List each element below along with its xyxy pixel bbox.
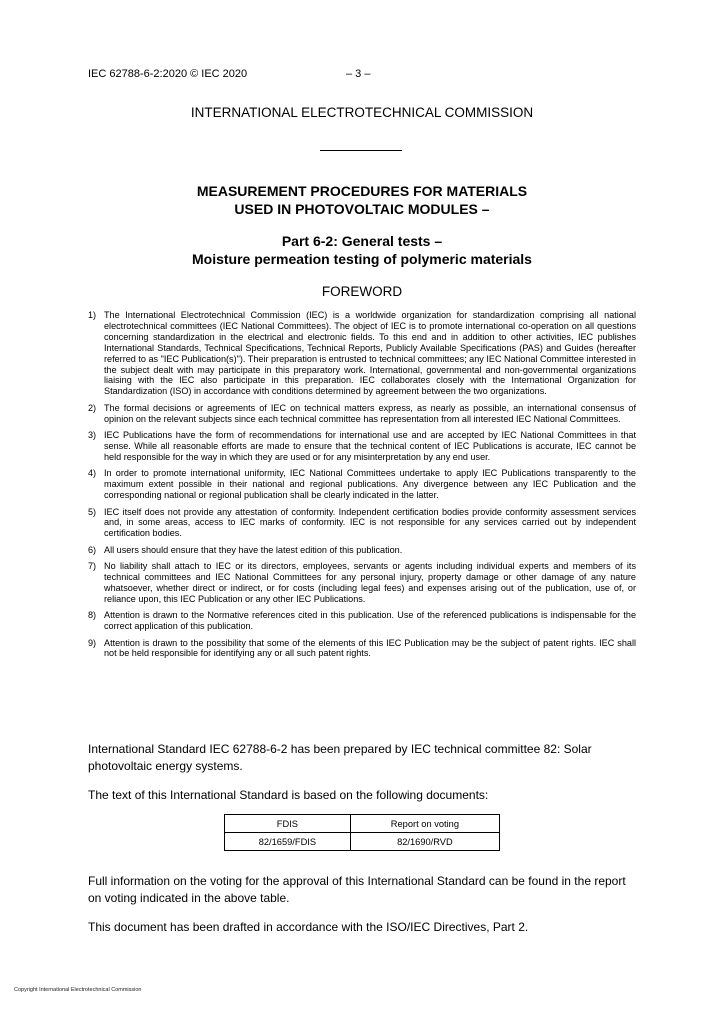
note-text: IEC Publications have the form of recommendations for international use and are accepted by IEC National Committees in that sense. While all reasonable efforts are made to ensure that the technical content of IEC Publications is accurate, IEC cannot be held responsible for the way in which they are used or for any misinterpretation by any end user. [104,430,636,462]
note-number: 3) [88,430,97,441]
foreword-note [88,430,636,463]
note-text: Attention is drawn to the Normative references cited in this publication. Use of the referenced publications is indispensable for the correct application of this publication. [104,610,636,632]
note-number: 6) [88,544,97,555]
note-number: 2) [88,402,97,413]
note-text: The International Electrotechnical Commission (IEC) is a worldwide organization for standardization comprising all national electrotechnical committees (IEC National Committees). The object of IEC is to promote international co-operation on all questions concerning standardization in the electrical and electronic fields. To this end and in addition to other activities, IEC publishes International Standards, Technical Specifications, Technical Reports, Publicly Available Specifications (PAS) and Guides (hereafter referred to as "IEC Publication(s)"). Their preparation is entrusted to technical committees; any IEC National Committee interested in the subject dealt with may participate in this preparatory work. International, governmental and non-governmental organizations liaising with the IEC also participate in this preparation. IEC collaborates closely with the International Organization for Standardization (ISO) in accordance with conditions determined by agreement between the two organizations. [104,310,636,397]
title-line-2: USED IN PHOTOVOLTAIC MODULES – [234,201,490,217]
paragraph-prepared-by: International Standard IEC 62788-6-2 has been prepared by IEC technical committee 82: Solar photovoltaic energy systems. [88,742,592,773]
note-number: 7) [88,561,97,572]
foreword-notes-list [88,310,636,665]
table-cell-fdis: 82/1659/FDIS [225,833,351,851]
part-title [0,232,724,268]
foreword-note [88,468,636,501]
paragraph-based-on: The text of this International Standard is based on the following documents: [88,788,489,802]
foreword-note [88,561,636,605]
header-page-number: – 3 – [346,68,371,80]
table-header-row [225,815,500,833]
foreword-note [88,638,636,660]
note-number: 9) [88,637,97,648]
note-text: In order to promote international uniformity, IEC National Committees undertake to apply IEC Publications transparently to the maximum extent possible in their national and regional publications. Any divergence between any IEC Publication and the corresponding national or regional publication shall be clearly indicated in the latter. [104,468,636,501]
foreword-note [88,403,636,425]
document-title [0,182,724,218]
table-header-fdis: FDIS [225,815,351,833]
note-text: The formal decisions or agreements of IEC on technical matters express, as nearly as possible, an international consensus of opinion on the relevant subjects since each technical committee has representation from all interested IEC National Committees. [104,402,636,424]
note-text: IEC itself does not provide any attestation of conformity. Independent certification bodies provide conformity assessment services and, in some areas, access to IEC marks of conformity. IEC is not responsible for any services carried out by independent certification bodies. [104,506,636,539]
note-text: All users should ensure that they have the latest edition of this publication. [104,544,403,555]
header-doc-id: IEC 62788-6-2:2020 © IEC 2020 [88,68,248,80]
copyright-notice: Copyright International Electrotechnical Commission [14,987,142,993]
note-number: 5) [88,506,97,517]
table-row [225,833,500,851]
paragraph-drafted: This document has been drafted in accordance with the ISO/IEC Directives, Part 2. [88,920,529,934]
part-line-1: Part 6-2: General tests – [281,233,443,249]
paragraph-full-info: Full information on the voting for the approval of this International Standard can be found in the report on voting indicated in the above table. [88,874,626,905]
note-text: Attention is drawn to the possibility that some of the elements of this IEC Publication may be the subject of patent rights. IEC shall not be held responsible for identifying any or all such patent rights. [104,637,636,659]
foreword-note [88,310,636,397]
voting-table [224,814,500,851]
note-text: No liability shall attach to IEC or its directors, employees, servants or agents including individual experts and members of its technical committees and IEC National Committees for any personal injury, property damage or other damage of any nature whatsoever, whether direct or indirect, or for costs (including legal fees) and expenses arising out of the publication, use of, or reliance upon, this IEC Publication or any other IEC Publications. [104,561,636,604]
separator-rule [320,150,402,151]
note-number: 8) [88,610,97,621]
note-number: 4) [88,468,97,479]
organization-name: INTERNATIONAL ELECTROTECHNICAL COMMISSION [190,105,534,120]
foreword-note [88,610,636,632]
table-header-report: Report on voting [350,815,499,833]
note-number: 1) [88,310,97,320]
part-line-2: Moisture permeation testing of polymeric materials [192,251,532,267]
table-cell-rvd: 82/1690/RVD [350,833,499,851]
foreword-heading: FOREWORD [321,284,403,299]
foreword-note [88,545,636,556]
foreword-note [88,507,636,540]
title-line-1: MEASUREMENT PROCEDURES FOR MATERIALS [196,183,528,199]
